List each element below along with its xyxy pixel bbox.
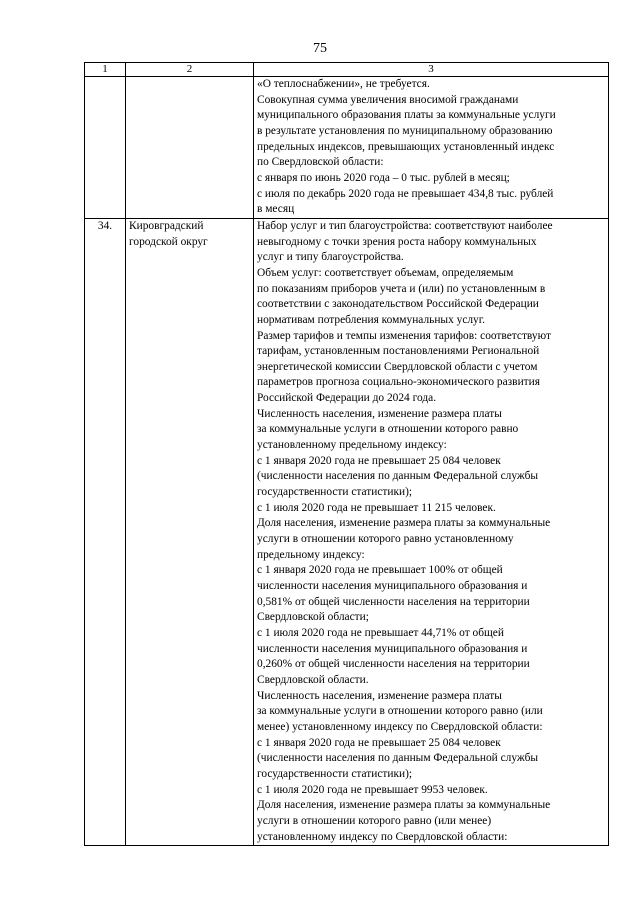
- text-line: численности населения муниципального образования и: [257, 642, 528, 655]
- description-cell: [254, 218, 609, 845]
- description-cell: [254, 77, 609, 219]
- table-row-34: [85, 218, 609, 845]
- text-line: тарифам, установленным постановлениями Региональной: [257, 345, 540, 358]
- text-line: Российской Федерации до 2024 года.: [257, 392, 437, 405]
- text-line: Кировградский: [129, 219, 204, 232]
- row-number: 34.: [85, 218, 126, 845]
- text-line: с 1 июля 2020 года не превышает 44,71% от общей: [257, 626, 504, 639]
- text-line: городской округ: [129, 235, 208, 248]
- text-line: услуги в отношении которого равно установленному: [257, 533, 514, 546]
- text-line: муниципального образования платы за коммунальные услуги: [257, 109, 556, 122]
- text-line: Совокупная сумма увеличения вносимой гражданами: [257, 93, 519, 106]
- text-line: 0,581% от общей численности населения на территории: [257, 595, 530, 608]
- text-line: «О теплоснабжении», не требуется.: [257, 78, 430, 90]
- text-line: с 1 января 2020 года не превышает 100% от общей: [257, 564, 503, 577]
- text-line: государственности статистики);: [257, 486, 413, 499]
- table-row-continuation: [85, 77, 609, 219]
- text-line: услуг и типу благоустройства.: [257, 251, 404, 264]
- text-line: Объем услуг: соответствует объемам, определяемым: [257, 266, 514, 279]
- text-line: за коммунальные услуги в отношении которого равно (или: [257, 705, 543, 718]
- text-line: с 1 января 2020 года не превышает 25 084 человек: [257, 454, 501, 467]
- text-line: с 1 июля 2020 года не превышает 11 215 человек.: [257, 501, 496, 514]
- header-col-3: 3: [254, 63, 609, 77]
- text-line: установленному предельному индексу:: [257, 439, 447, 452]
- text-line: Размер тарифов и темпы изменения тарифов: соответствуют: [257, 329, 551, 342]
- text-line: предельному индексу:: [257, 548, 365, 561]
- table-header-row: [85, 63, 609, 77]
- text-line: с 1 января 2020 года не превышает 25 084 человек: [257, 736, 501, 749]
- text-line: 0,260% от общей численности населения на территории: [257, 658, 530, 671]
- text-line: Доля населения, изменение размера платы за коммунальные: [257, 799, 551, 812]
- text-line: предельных индексов, превышающих установленный индекс: [257, 140, 555, 153]
- text-line: в результате установления по муниципальному образованию: [257, 124, 553, 137]
- text-line: энергетической комиссии Свердловской области с учетом: [257, 360, 538, 373]
- text-line: параметров прогноза социально-экономического развития: [257, 376, 540, 389]
- text-line: Набор услуг и тип благоустройства: соответствуют наиболее: [257, 219, 553, 232]
- text-line: с 1 июля 2020 года не превышает 9953 человек.: [257, 783, 488, 796]
- text-line: невыгодному с точки зрения роста набору коммунальных: [257, 235, 537, 248]
- text-line: услуги в отношении которого равно (или менее): [257, 814, 492, 827]
- page-number: 75: [313, 41, 327, 56]
- text-line: государственности статистики);: [257, 767, 413, 780]
- text-line: Доля населения, изменение размера платы за коммунальные: [257, 517, 551, 530]
- text-line: менее) установленному индексу по Свердловской области:: [257, 720, 543, 733]
- text-line: Свердловской области;: [257, 611, 369, 624]
- row-number-cell: [85, 77, 126, 219]
- header-col-2: 2: [126, 63, 254, 77]
- text-line: Свердловской области.: [257, 673, 369, 686]
- document-table: [84, 62, 609, 846]
- text-line: с июля по декабрь 2020 года не превышает 434,8 тыс. рублей: [257, 187, 554, 200]
- text-line: с января по июнь 2020 года – 0 тыс. рублей в месяц;: [257, 171, 510, 184]
- text-line: за коммунальные услуги в отношении которого равно: [257, 423, 519, 436]
- header-col-1: 1: [85, 63, 126, 77]
- text-line: в месяц: [257, 203, 295, 216]
- text-line: Численность населения, изменение размера платы: [257, 407, 502, 420]
- text-line: соответствии с законодательством Российской Федерации: [257, 298, 539, 311]
- text-line: по показаниям приборов учета и (или) по установленным в: [257, 282, 546, 295]
- text-line: установленному индексу по Свердловской области:: [257, 830, 508, 843]
- text-line: (численности населения по данным Федеральной службы: [257, 470, 539, 483]
- text-line: численности населения муниципального образования и: [257, 580, 528, 592]
- text-line: Численность населения, изменение размера платы: [257, 689, 502, 702]
- text-line: нормативам потребления коммунальных услуг.: [257, 313, 485, 326]
- text-line: по Свердловской области:: [257, 156, 384, 169]
- municipality-name: [126, 218, 254, 845]
- text-line: (численности населения по данным Федеральной службы: [257, 752, 539, 765]
- municipality-cell: [126, 77, 254, 219]
